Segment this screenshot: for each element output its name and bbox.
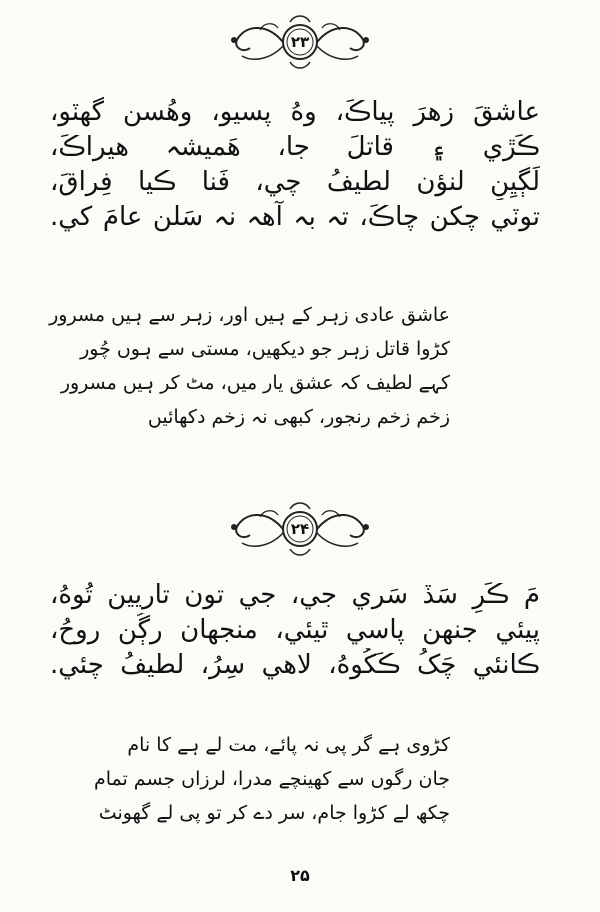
poem-2-number: ۲۴ xyxy=(290,520,310,538)
ornament-poem-1 xyxy=(220,10,380,74)
poem-1-sindhi-verse xyxy=(50,95,540,235)
sindhi-line: توٽي چکن چاڪَ، تہ بہ آهہ نہ سَلن عامَ کي. xyxy=(50,202,540,232)
urdu-line: کڑوا قاتل زہر جو دیکھیں، مستی سے ہوں چُور xyxy=(80,338,450,360)
urdu-line: جان رگوں سے کھینچے مدرا، لرزاں جسم تمام xyxy=(93,768,450,790)
page-number: ۲۵ xyxy=(290,866,310,885)
urdu-line: عاشق عادی زہر کے ہیں اور، زہر سے ہیں مسرور xyxy=(49,304,450,326)
urdu-line: زخم زخم رنجور، کبھی نہ زخم دکھائیں xyxy=(147,406,450,428)
sindhi-line: لَڳيِنِ لنؤن لطيفُ چي، فَنا ڪيا فِراقَ، xyxy=(50,167,540,197)
sindhi-line: ڪَڙي ۽ قاتلَ جا، هَميشہ هيراڪَ، xyxy=(50,132,540,162)
poem-1-number: ۲۳ xyxy=(290,33,310,51)
urdu-line: کہے لطیف کہ عشق یار میں، مٹ کر ہیں مسرور xyxy=(60,372,450,394)
sindhi-line: پيئي جنهن پاسي ٿيئي، منجهان رڳُن روحُ، xyxy=(50,615,540,645)
urdu-line: کڑوی ہے گر پی نہ پائے، مت لے ہے کا نام xyxy=(127,734,450,756)
poem-2-urdu-translation xyxy=(93,728,450,830)
poem-1-urdu-translation xyxy=(49,298,450,434)
sindhi-line: عاشقَ زهرَ پياڪَ، وهُ پسيو، وهُسن گهٽو، xyxy=(50,97,540,127)
urdu-line: چکھ لے کڑوا جام، سر دے کر تو پی لے گھونٹ xyxy=(98,802,450,824)
poem-2-sindhi-verse xyxy=(50,578,540,683)
ornament-poem-2 xyxy=(220,497,380,561)
sindhi-line: مَ ڪَرِ سَڏ سَري جي، جي تون تاريين تُوهُ، xyxy=(50,580,540,610)
sindhi-line: ڪانئي چَکُ ڪَکُوهُ، لاهي سِرُ، لطيفُ چئي. xyxy=(50,650,540,680)
